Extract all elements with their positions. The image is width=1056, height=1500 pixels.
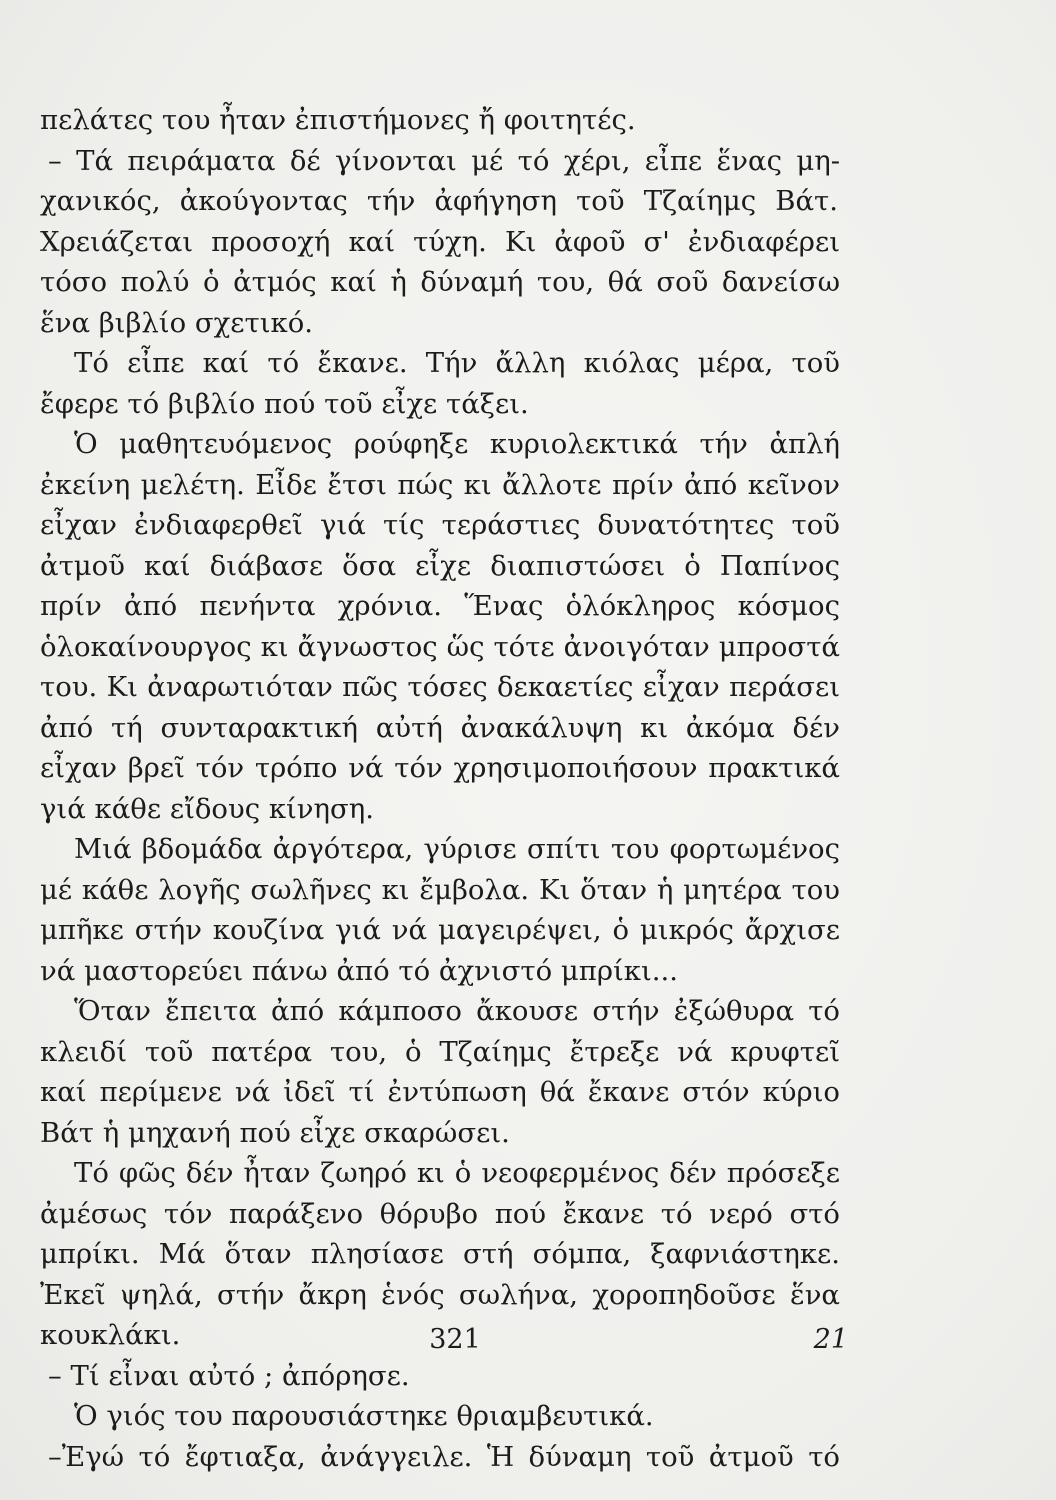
text-line: Ἐκεῖ ψηλά, στήν ἄκρη ἑνός σωλήνα, χοροπηδοῦσε ἕνα [40, 1278, 840, 1311]
text-line: Τό εἶπε καί τό ἔκανε. Τήν ἄλλη κιόλας μέρα, τοῦ [74, 347, 840, 379]
page-number: 321 [429, 1324, 481, 1355]
text-line: χανικός, ἀκούγοντας τήν ἀφήγηση τοῦ Τζαίημς Βάτ. [40, 185, 838, 217]
text-line: Ὅταν ἔπειτα ἀπό κάμποσο ἄκουσε στήν ἐξώθυρα τό [74, 995, 840, 1027]
signature-mark: 21 [813, 1324, 848, 1355]
text-line: ἔφερε τό βιβλίο πού τοῦ εἶχε τάξει. [40, 387, 529, 420]
body-text [40, 100, 840, 1477]
text-line: Βάτ ἡ μηχανή πού εἶχε σκαρώσει. [40, 1116, 510, 1149]
text-line: Ὁ γιός του παρουσιάστηκε θριαμβευτικά. [74, 1400, 654, 1432]
text-line: ἐκείνη μελέτη. Εἶδε ἔτσι πώς κι ἄλλοτε πρίν ἀπό κεῖνον [40, 468, 840, 501]
text-line: του. Κι ἀναρωτιόταν πῶς τόσες δεκαετίες εἶχαν περάσει [40, 671, 840, 703]
text-line: – Τί εἶναι αὐτό ; ἀπόρησε. [48, 1359, 410, 1392]
text-line: ὁλοκαίνουργος κι ἄγνωστος ὥς τότε ἀνοιγόταν μπροστά [40, 630, 840, 663]
text-line: μέ κάθε λογῆς σωλῆνες κι ἔμβολα. Κι ὅταν ἡ μητέρα του [40, 873, 840, 906]
text-line: Τό φῶς δέν ἦταν ζωηρό κι ὁ νεοφερμένος δέν πρόσεξε [74, 1157, 840, 1189]
text-line: γιά κάθε εἴδους κίνηση. [40, 792, 374, 825]
text-line: τόσο πολύ ὁ ἀτμός καί ἡ δύναμή του, θά σοῦ δανείσω [40, 266, 840, 298]
text-line: μπρίκι. Μά ὅταν πλησίασε στή σόμπα, ξαφνιάστηκε. [40, 1238, 840, 1270]
text-line: –Ἐγώ τό ἔφτιαξα, ἀνάγγειλε. Ἡ δύναμη τοῦ ἀτμοῦ τό [48, 1440, 840, 1473]
text-line: ἀμέσως τόν παράξενο θόρυβο πού ἔκανε τό νερό στό [40, 1197, 840, 1230]
text-line: Χρειάζεται προσοχή καί τύχη. Κι ἀφοῦ σ' ἐνδιαφέρει [40, 225, 840, 258]
text-line: – Τά πειράματα δέ γίνονται μέ τό χέρι, εἶπε ἕνας μη- [48, 144, 840, 177]
text-line: Μιά βδομάδα ἀργότερα, γύρισε σπίτι του φορτωμένος [74, 833, 840, 865]
text-line: νά μαστορεύει πάνω ἀπό τό ἀχνιστό μπρίκι... [40, 954, 679, 987]
text-line: ἀτμοῦ καί διάβασε ὅσα εἶχε διαπιστώσει ὁ Παπίνος [40, 549, 840, 582]
text-line: μπῆκε στήν κουζίνα γιά νά μαγειρέψει, ὁ μικρός ἄρχισε [40, 914, 840, 946]
text-line: πελάτες του ἦταν ἐπιστήμονες ἤ φοιτητές. [40, 104, 636, 136]
text-line: εἶχαν ἐνδιαφερθεῖ γιά τίς τεράστιες δυνατότητες τοῦ [40, 509, 840, 541]
text-line: καί περίμενε νά ἰδεῖ τί ἐντύπωση θά ἔκανε στόν κύριο [40, 1076, 840, 1108]
text-line: ἀπό τή συνταρακτική αὐτή ἀνακάλυψη κι ἀκόμα δέν [40, 711, 840, 744]
text-line: Ὁ μαθητευόμενος ρούφηξε κυριολεκτικά τήν ἁπλή [74, 428, 840, 460]
text-line: πρίν ἀπό πενήντα χρόνια. Ἕνας ὁλόκληρος κόσμος [40, 590, 840, 622]
text-line: ἕνα βιβλίο σχετικό. [40, 306, 314, 339]
text-line: κλειδί τοῦ πατέρα του, ὁ Τζαίημς ἔτρεξε νά κρυφτεῖ [40, 1035, 840, 1068]
text-line: εἶχαν βρεῖ τόν τρόπο νά τόν χρησιμοποιήσουν πρακτικά [40, 752, 840, 784]
text-line: κουκλάκι. [40, 1319, 181, 1351]
